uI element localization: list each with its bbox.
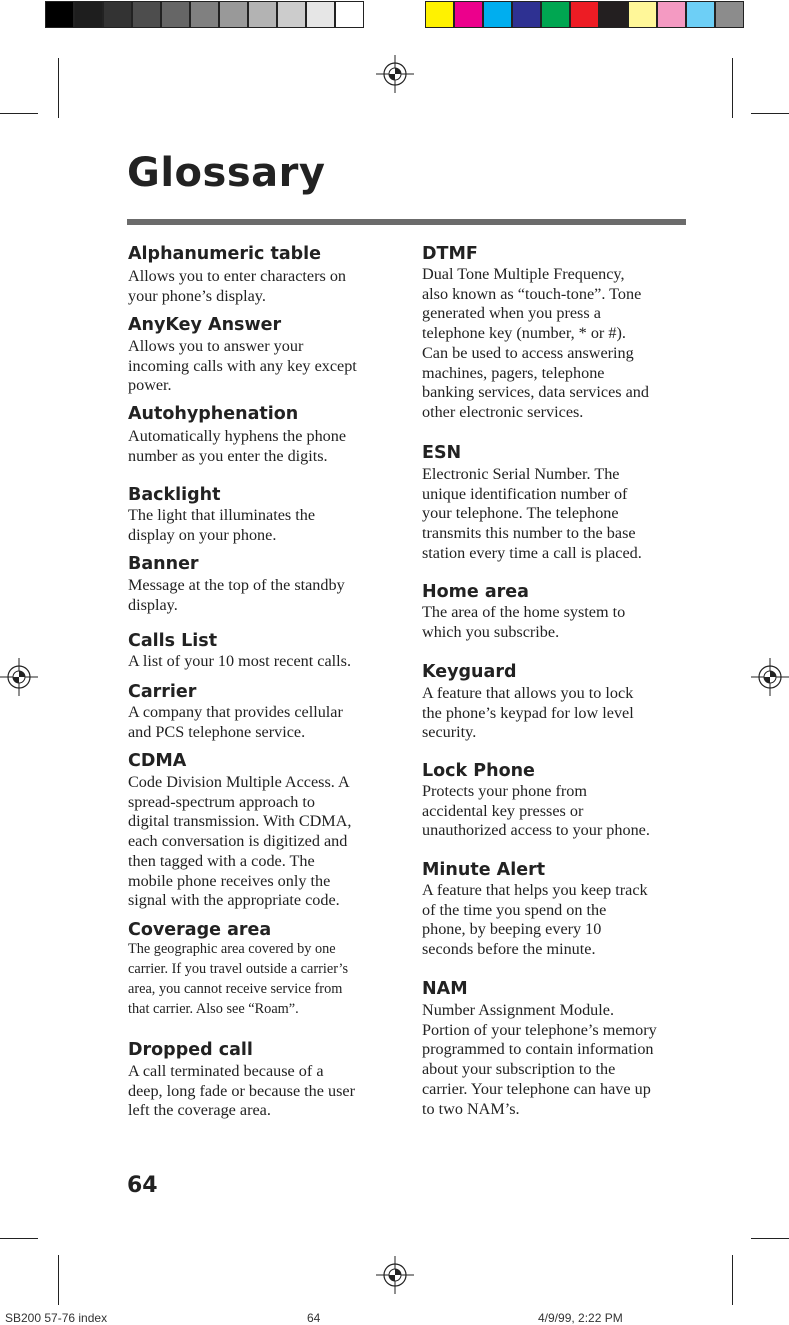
glossary-term: CDMA — [128, 751, 187, 771]
color-swatch — [657, 1, 686, 28]
crop-mark — [58, 1255, 59, 1305]
registration-target-icon — [0, 658, 38, 696]
definition-line: each conversation is digitized and — [128, 832, 348, 851]
definition-line: display on your phone. — [128, 525, 277, 544]
definition-line: your phone’s display. — [128, 286, 266, 305]
definition-line: Dual Tone Multiple Frequency, — [422, 265, 625, 283]
color-swatch — [715, 1, 744, 28]
definition-line: incoming calls with any key except — [128, 356, 357, 375]
color-swatch — [103, 1, 132, 28]
definition-line: phone, by beeping every 10 — [422, 920, 602, 939]
registration-target-icon — [376, 1256, 414, 1294]
definition-line: A feature that allows you to lock — [422, 684, 634, 702]
color-swatch — [454, 1, 483, 28]
glossary-term: Autohyphenation — [128, 404, 299, 424]
definition-line: A feature that helps you keep track — [422, 881, 648, 899]
definition-line: carrier. Your telephone can have up — [422, 1079, 651, 1098]
definition-line: mobile phone receives only the — [128, 871, 331, 890]
definition-line: about your subscription to the — [422, 1060, 616, 1079]
definition-line: Code Division Multiple Access. A — [128, 773, 350, 791]
crop-mark — [58, 58, 59, 118]
glossary-right-column — [422, 243, 697, 1123]
definition-line: The area of the home system to — [422, 603, 626, 621]
color-swatch — [599, 1, 628, 28]
definition-line: Automatically hyphens the phone — [128, 427, 347, 445]
color-swatch — [132, 1, 161, 28]
color-swatch — [277, 1, 306, 28]
definition-line: that carrier. Also see “Roam”. — [128, 1001, 299, 1017]
definition-line: the phone’s keypad for low level — [422, 703, 634, 722]
glossary-definition — [422, 1001, 697, 1119]
definition-line: which you subscribe. — [422, 622, 560, 641]
glossary-term: Carrier — [128, 682, 197, 702]
definition-line: unauthorized access to your phone. — [422, 821, 650, 840]
glossary-definition — [422, 603, 697, 642]
color-swatch — [335, 1, 364, 28]
crop-mark — [732, 1255, 733, 1305]
definition-line: Portion of your telephone’s memory — [422, 1020, 657, 1039]
definition-line: carrier. If you travel outside a carrier’s — [128, 961, 349, 977]
definition-line: A list of your 10 most recent calls. — [128, 652, 351, 670]
definition-line: area, you cannot receive service from — [128, 981, 343, 997]
crop-mark — [0, 113, 38, 114]
definition-line: of the time you spend on the — [422, 900, 607, 919]
definition-line: other electronic services. — [422, 402, 584, 421]
color-swatch — [248, 1, 277, 28]
title-rule — [127, 219, 686, 225]
definition-line: your telephone. The telephone — [422, 504, 619, 523]
glossary-definition — [128, 703, 403, 742]
color-swatch — [483, 1, 512, 28]
glossary-left-column — [128, 243, 403, 1123]
color-swatch — [74, 1, 103, 28]
glossary-term: Backlight — [128, 485, 221, 505]
glossary-term: DTMF — [422, 244, 478, 264]
page-title: Glossary — [127, 150, 326, 196]
definition-line: number as you enter the digits. — [128, 446, 328, 465]
footer-page: 64 — [307, 1311, 321, 1325]
definition-line: spread-spectrum approach to — [128, 792, 315, 811]
definition-line: also known as “touch-tone”. Tone — [422, 284, 642, 303]
definition-line: generated when you press a — [422, 304, 601, 323]
registration-target-icon — [376, 55, 414, 93]
color-swatch — [512, 1, 541, 28]
glossary-definition — [422, 265, 697, 423]
glossary-definition — [128, 427, 403, 466]
definition-line: Protects your phone from — [422, 782, 587, 800]
color-swatch — [686, 1, 715, 28]
definition-line: signal with the appropriate code. — [128, 891, 340, 910]
glossary-definition — [128, 1062, 403, 1121]
color-swatch — [541, 1, 570, 28]
glossary-definition — [422, 684, 697, 743]
glossary-definition — [128, 773, 403, 911]
glossary-term: AnyKey Answer — [128, 315, 282, 335]
glossary-definition — [422, 881, 697, 960]
definition-line: machines, pagers, telephone — [422, 363, 605, 382]
glossary-term: Lock Phone — [422, 761, 535, 781]
glossary-term: Minute Alert — [422, 860, 546, 880]
footer-file-name: SB200 57-76 index — [5, 1311, 108, 1325]
definition-line: deep, long fade or because the user — [128, 1081, 355, 1100]
glossary-term: Banner — [128, 554, 199, 574]
definition-line: accidental key presses or — [422, 801, 584, 820]
glossary-term: Alphanumeric table — [128, 244, 322, 264]
definition-line: Message at the top of the standby — [128, 576, 345, 594]
crop-mark — [751, 113, 789, 114]
definition-line: digital transmission. With CDMA, — [128, 812, 352, 831]
glossary-term: Keyguard — [422, 662, 517, 682]
definition-line: security. — [422, 723, 477, 742]
definition-line: programmed to contain information — [422, 1040, 654, 1059]
glossary-definition — [422, 465, 697, 564]
color-swatch — [425, 1, 454, 28]
definition-line: and PCS telephone service. — [128, 722, 306, 741]
color-swatch — [190, 1, 219, 28]
glossary-term: Home area — [422, 582, 529, 602]
glossary-term: Coverage area — [128, 920, 272, 940]
definition-line: power. — [128, 376, 172, 395]
definition-line: then tagged with a code. The — [128, 851, 315, 870]
crop-mark — [751, 1238, 789, 1239]
glossary-term: NAM — [422, 979, 468, 999]
page-number: 64 — [127, 1173, 158, 1198]
definition-line: Electronic Serial Number. The — [422, 465, 620, 483]
definition-line: unique identification number of — [422, 484, 628, 503]
definition-line: A call terminated because of a — [128, 1062, 324, 1080]
definition-line: banking services, data services and — [422, 383, 649, 402]
glossary-term: ESN — [422, 443, 462, 463]
color-swatch — [570, 1, 599, 28]
definition-line: Allows you to enter characters on — [128, 267, 347, 285]
definition-line: seconds before the minute. — [422, 940, 596, 959]
glossary-definition — [128, 576, 403, 615]
definition-line: transmits this number to the base — [422, 524, 636, 543]
color-swatch — [161, 1, 190, 28]
color-swatch — [45, 1, 74, 28]
glossary-definition — [128, 337, 403, 396]
definition-line: telephone key (number, * or #). — [422, 324, 626, 343]
definition-line: station every time a call is placed. — [422, 543, 642, 562]
glossary-definition — [128, 267, 403, 306]
glossary-definition — [422, 782, 697, 841]
definition-line: The light that illuminates the — [128, 506, 316, 524]
color-swatch — [628, 1, 657, 28]
color-swatch — [219, 1, 248, 28]
definition-line: left the coverage area. — [128, 1101, 271, 1120]
definition-line: Number Assignment Module. — [422, 1001, 614, 1019]
glossary-definition — [128, 652, 403, 672]
crop-mark — [732, 58, 733, 118]
definition-line: display. — [128, 595, 178, 614]
definition-line: Allows you to answer your — [128, 337, 304, 355]
definition-line: to two NAM’s. — [422, 1099, 520, 1118]
definition-line: A company that provides cellular — [128, 703, 343, 721]
glossary-definition — [128, 939, 398, 1019]
glossary-definition — [128, 506, 403, 545]
footer-timestamp: 4/9/99, 2:22 PM — [538, 1311, 623, 1325]
definition-line: The geographic area covered by one — [128, 941, 336, 957]
definition-line: Can be used to access answering — [422, 343, 634, 362]
glossary-term: Dropped call — [128, 1040, 253, 1060]
glossary-term: Calls List — [128, 631, 218, 651]
color-swatch — [306, 1, 335, 28]
crop-mark — [0, 1238, 38, 1239]
registration-target-icon — [751, 658, 789, 696]
